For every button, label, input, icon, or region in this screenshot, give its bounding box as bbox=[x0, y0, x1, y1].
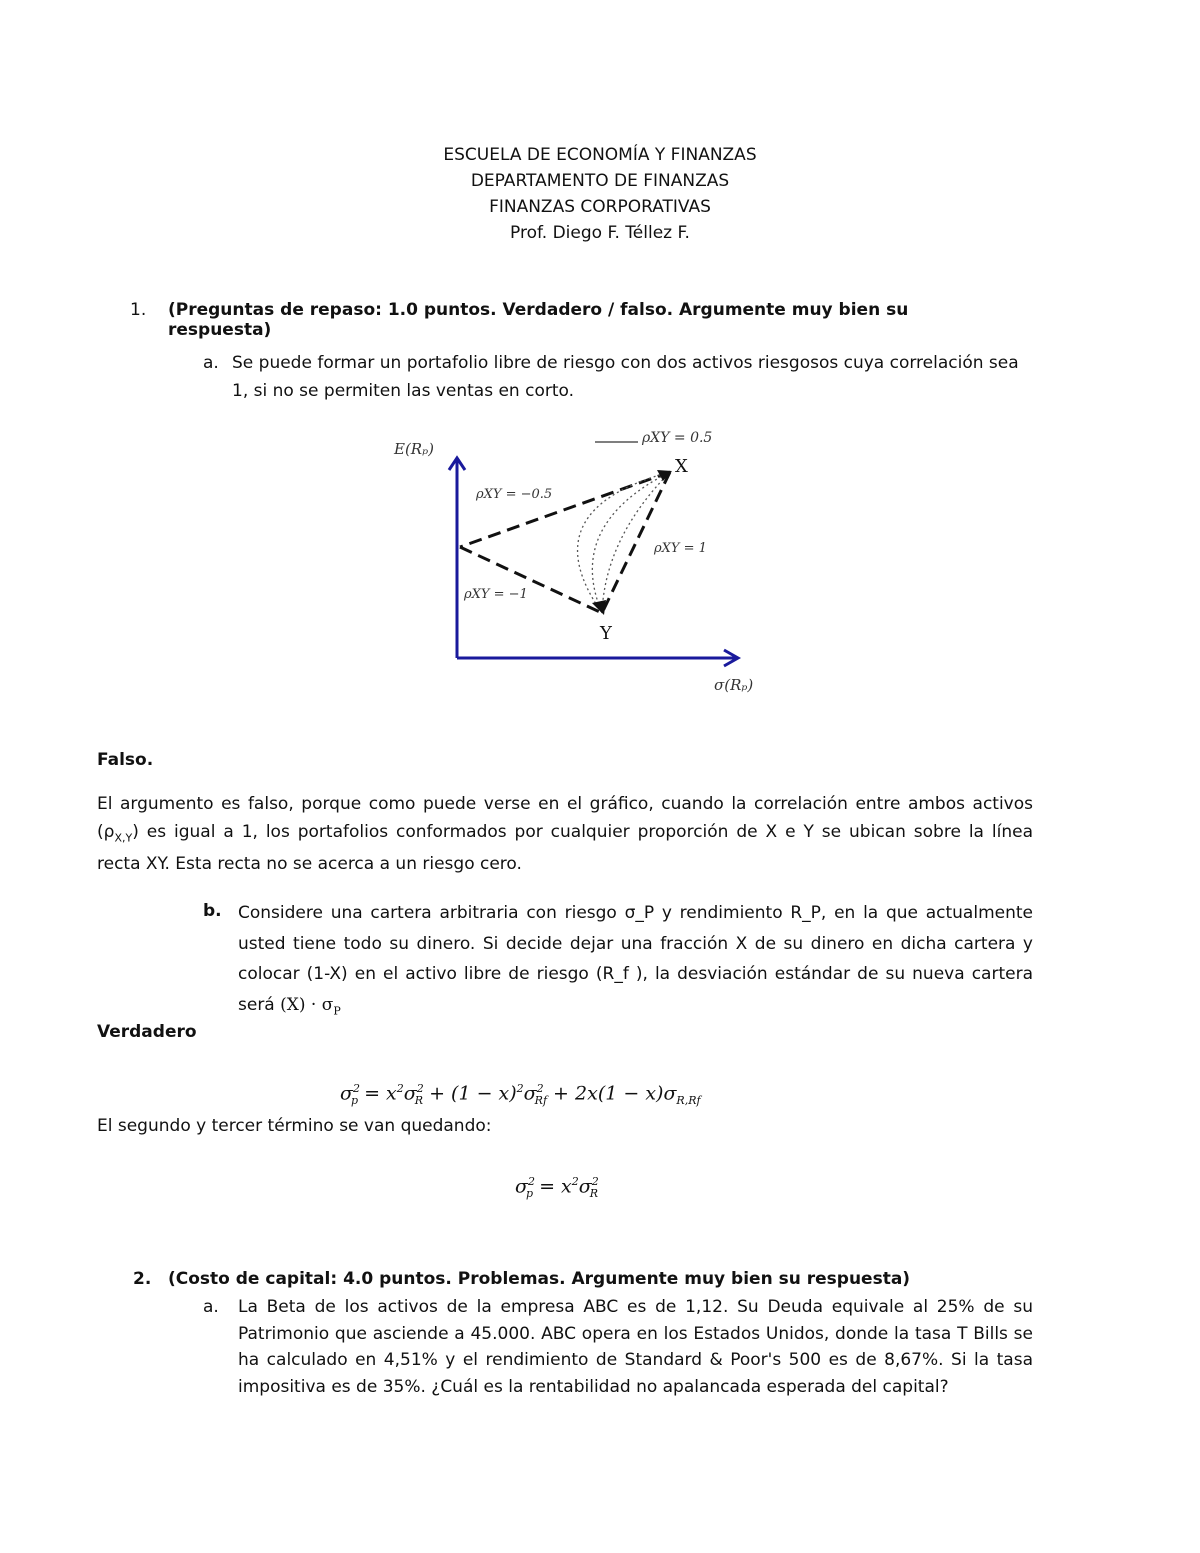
answer-1b-verdict: Verdadero bbox=[97, 1022, 197, 1042]
question-1-title: (Preguntas de repaso: 1.0 puntos. Verdadero / falso. Argumente muy bien su respuesta) bbox=[168, 300, 909, 340]
y-axis-label: E(Rₚ) bbox=[394, 440, 434, 458]
question-1b-formula-sub: P bbox=[333, 1003, 341, 1017]
answer-1a-text bbox=[97, 791, 1033, 879]
question-2a-letter: a. bbox=[203, 1297, 219, 1317]
answer-1a-text-part1: El argumento es falso, porque como puede verse en el gráfico, cuando la correlación entre ambos activos (ρ bbox=[97, 794, 1033, 842]
y-point-arrowhead-icon bbox=[592, 600, 606, 615]
question-2a-text: La Beta de los activos de la empresa ABC es de 1,12. Su Deuda equivale al 25% de su Patrimonio que asciende a 45.000. ABC opera en los Estados Unidos, donde la tasa T Bills se ha calculado en 4,51% y el rendimiento de Standard & Poor's 500 es de 8,67%. Si la tasa impositiva es de 35%. ¿Cuál es la rentabilidad no apalancada esperada del capital? bbox=[238, 1297, 1033, 1397]
question-1a-line1: Se puede formar un portafolio libre de riesgo con dos activos riesgosos cuya correlación sea bbox=[232, 353, 1019, 373]
variance-equation-full: $\sigma^2_p = x^2\sigma^2_R + (1 - x)^2\sigma^2_{Rf} + 2x(1 - x)\sigma_{R,Rf}$ bbox=[340, 1082, 701, 1108]
rho-minus1-lower-line bbox=[460, 547, 602, 613]
portfolio-frontier-figure bbox=[380, 420, 800, 720]
school-name: ESCUELA DE ECONOMÍA Y FINANZAS bbox=[443, 145, 757, 165]
legend-label: ρXY = 0.5 bbox=[642, 430, 713, 446]
course-name: FINANZAS CORPORATIVAS bbox=[489, 197, 711, 217]
question-1a-text bbox=[232, 350, 1052, 405]
answer-1a-verdict: Falso. bbox=[97, 750, 154, 770]
question-1b-last-prefix: será bbox=[238, 994, 281, 1015]
department-name: DEPARTAMENTO DE FINANZAS bbox=[470, 171, 730, 191]
question-1b-text bbox=[238, 898, 1033, 1026]
variance-equation-reduced: $\sigma^2_p = x^2\sigma^2_R$ bbox=[515, 1175, 599, 1201]
label-rho-minus1: ρXY = −1 bbox=[464, 587, 528, 602]
question-1-number: 1. bbox=[130, 300, 147, 320]
question-1b-body: Considere una cartera arbitraria con riesgo σ_P y rendimiento R_P, en la que actualmente usted tiene todo su dinero. Si decide dejar una fracción X de su dinero en dicha cartera y colocar (1-X) en el activo libre de riesgo (R_f ), la desviación estándar de su nueva cartera bbox=[238, 903, 1033, 984]
question-2-number: 2. bbox=[133, 1269, 152, 1289]
question-1b-formula bbox=[280, 995, 341, 1015]
question-1a-letter: a. bbox=[203, 353, 219, 373]
point-y-label: Y bbox=[600, 623, 612, 644]
answer-1a-rho-subscript: X,Y bbox=[114, 830, 133, 844]
label-rho-minus05: ρXY = −0.5 bbox=[476, 487, 553, 502]
question-2-title: (Costo de capital: 4.0 puntos. Problemas. Argumente muy bien su respuesta) bbox=[168, 1269, 911, 1289]
x-axis-label: σ(Rₚ) bbox=[714, 676, 754, 694]
question-1b-letter: b. bbox=[203, 901, 222, 921]
question-1a-line2: 1, si no se permiten las ventas en corto. bbox=[232, 380, 575, 401]
answer-1a-text-part2: ) es igual a 1, los portafolios conformados por cualquier proporción de X e Y se ubican sobre la línea recta XY. Esta recta no se acerca a un riesgo cero. bbox=[97, 821, 1033, 875]
professor-name: Prof. Diego F. Téllez F. bbox=[510, 223, 690, 243]
label-rho-plus1: ρXY = 1 bbox=[654, 541, 707, 556]
answer-1b-note: El segundo y tercer término se van quedando: bbox=[97, 1116, 492, 1136]
point-x-label: X bbox=[675, 456, 688, 477]
question-1b-formula-main: (X) · σ bbox=[280, 994, 334, 1015]
